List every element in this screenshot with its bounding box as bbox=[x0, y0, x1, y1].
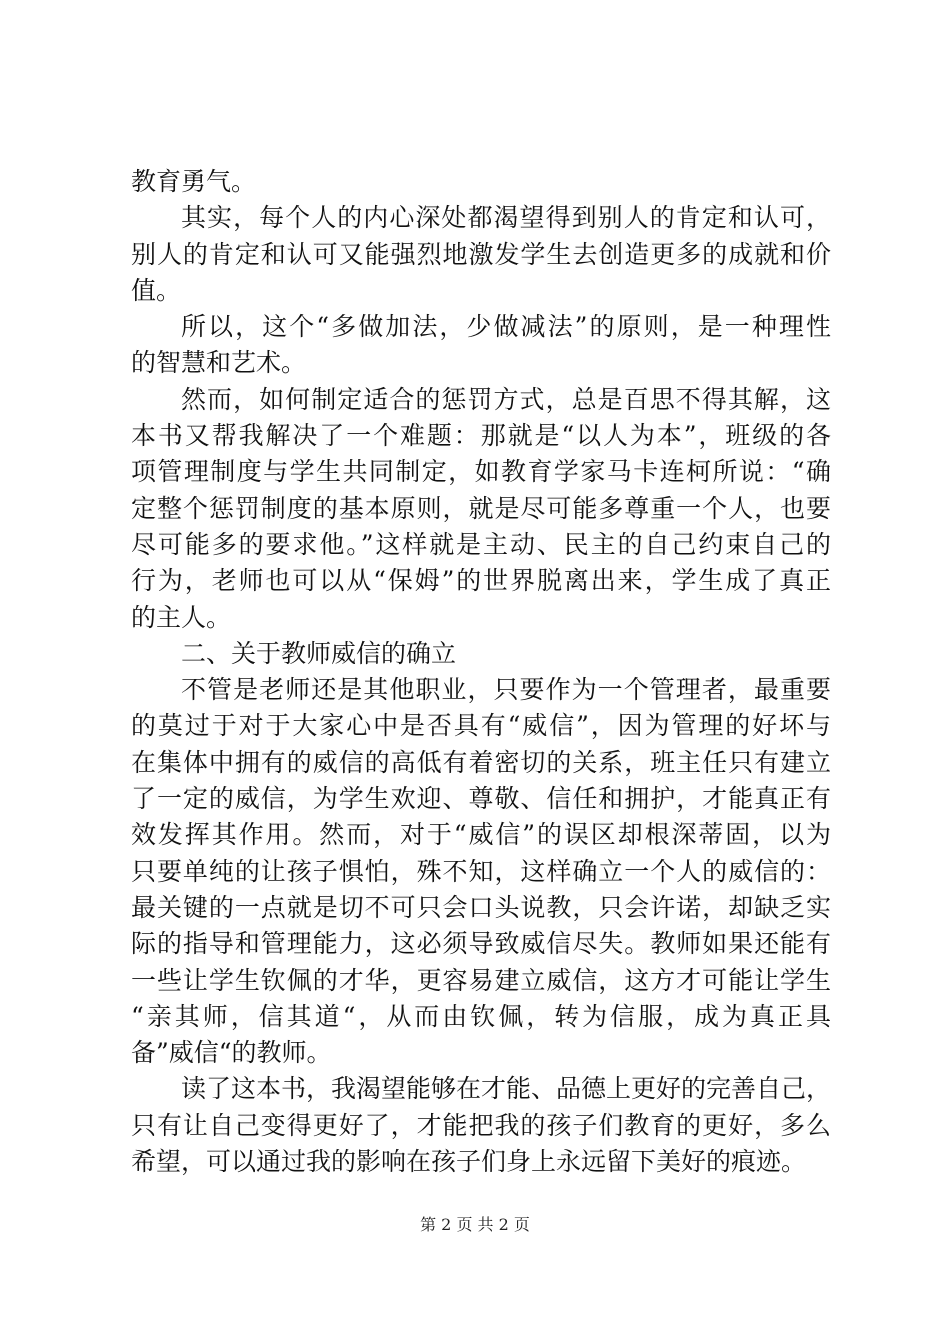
text-line: 备”威信“的教师。 bbox=[131, 1038, 332, 1068]
page-footer: 第 2 页 共 2 页 bbox=[420, 1215, 530, 1234]
text-line: 别人的肯定和认可又能强烈地激发学生去创造更多的成就和价 bbox=[131, 239, 831, 269]
text-line: 尽可能多的要求他。”这样就是主动、民主的自己约束自己的 bbox=[131, 529, 831, 559]
text-line: 最关键的一点就是切不可只会口头说教，只会许诺，却缺乏实 bbox=[131, 892, 831, 922]
body-text bbox=[131, 164, 831, 1180]
text-line: 所以，这个“多做加法，少做减法”的原则，是一种理性 bbox=[181, 312, 831, 342]
text-line: 在集体中拥有的威信的高低有着密切的关系，班主任只有建立 bbox=[131, 747, 831, 777]
text-line: 读了这本书，我渴望能够在才能、品德上更好的完善自己， bbox=[181, 1074, 832, 1104]
text-line: 的智慧和艺术。 bbox=[131, 348, 307, 378]
text-line: 的主人。 bbox=[131, 602, 232, 632]
text-line: 的莫过于对于大家心中是否具有“威信”，因为管理的好坏与 bbox=[131, 711, 831, 741]
text-line: 际的指导和管理能力，这必须导致威信尽失。教师如果还能有 bbox=[131, 929, 831, 959]
text-line: 一些让学生钦佩的才华，更容易建立威信，这方才可能让学生 bbox=[131, 965, 831, 995]
text-line: 效发挥其作用。然而，对于“威信”的误区却根深蒂固，以为 bbox=[131, 820, 831, 850]
text-line: 其实，每个人的内心深处都渴望得到别人的肯定和认可， bbox=[181, 203, 831, 233]
text-line: 不管是老师还是其他职业，只要作为一个管理者，最重要 bbox=[181, 675, 831, 705]
text-line: 教育勇气。 bbox=[131, 167, 257, 196]
text-line: 只要单纯的让孩子惧怕，殊不知，这样确立一个人的威信的： bbox=[131, 856, 831, 886]
text-line: 值。 bbox=[131, 275, 182, 305]
text-line: 希望，可以通过我的影响在孩子们身上永远留下美好的痕迹。 bbox=[131, 1147, 807, 1177]
text-line: “亲其师，信其道“，从而由钦佩，转为信服，成为真正具 bbox=[131, 1001, 831, 1031]
text-line: 只有让自己变得更好了，才能把我的孩子们教育的更好，多么 bbox=[131, 1110, 831, 1140]
text-line: 了一定的威信，为学生欢迎、尊敬、信任和拥护，才能真正有 bbox=[131, 784, 831, 814]
text-line: 行为，老师也可以从“保姆”的世界脱离出来，学生成了真正 bbox=[131, 566, 831, 596]
text-line: 二、关于教师威信的确立 bbox=[181, 638, 457, 668]
text-line: 定整个惩罚制度的基本原则，就是尽可能多尊重一个人，也要 bbox=[131, 493, 831, 523]
text-line: 本书又帮我解决了一个难题：那就是“以人为本”，班级的各 bbox=[131, 421, 831, 451]
text-line: 然而，如何制定适合的惩罚方式，总是百思不得其解，这 bbox=[181, 384, 831, 414]
text-line: 项管理制度与学生共同制定，如教育学家马卡连柯所说：“确 bbox=[131, 457, 831, 487]
